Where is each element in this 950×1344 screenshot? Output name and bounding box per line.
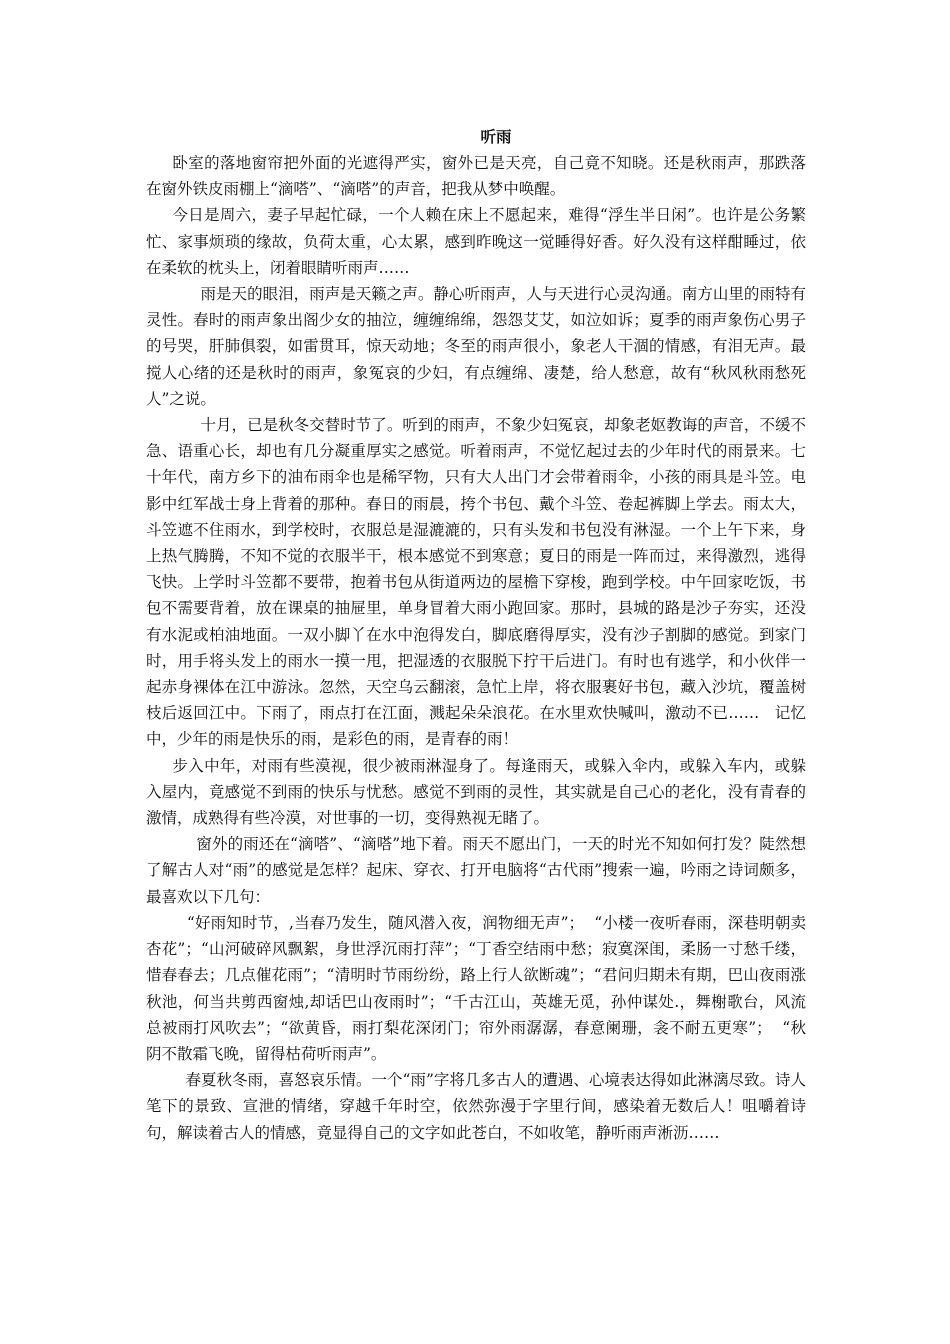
paragraph-7-poems: “好雨知时节，,当春乃发生，随风潜入夜，润物细无声”； “小楼一夜听春雨，深巷明朝卖杏花”；“山河破碎风飘絮，身世浮沉雨打萍”；“丁香空结雨中愁；寂寞深闺，柔肠一寸愁千缕，惜春春去；几点催花雨”；“清明时节雨纷纷，路上行人欲断魂”；“君问归期未有期，巴山夜雨涨秋池，何当共剪西窗烛,却话巴山夜雨时”；“千古江山，英雄无觅，孙仲谋处.，舞榭歌台，风流总被雨打风吹去”；“欲黄昏，雨打梨花深闭门；帘外雨潺潺，春意阑珊，衾不耐五更寒”； “秋阴不散霜飞晚，留得枯荷听雨声”。 <box>146 913 806 1063</box>
paragraph-3: 雨是天的眼泪，雨声是天籁之声。静心听雨声，人与天进行心灵沟通。南方山里的雨特有灵性。春时的雨声象出阁少女的抽泣，缠缠绵绵，怨怨艾艾，如泣如诉；夏季的雨声象伤心男子的号哭，肝肺俱裂，如雷贯耳，惊天动地；冬至的雨声很小，象老人干涸的情感，有泪无声。最搅人心绪的还是秋时的雨声，象冤哀的少妇，有点缠绵、凄楚，给人愁意，故有“秋风秋雨愁死人”之说。 <box>146 285 806 408</box>
paragraph-4: 十月，已是秋冬交替时节了。听到的雨声，不象少妇冤哀，却象老妪教诲的声音，不缓不急、语重心长，却也有几分凝重厚实之感觉。听着雨声，不觉忆起过去的少年时代的雨景来。七十年代，南方乡下的油布雨伞也是稀罕物，只有大人出门才会带着雨伞，小孩的雨具是斗笠。电影中红军战士身上背着的那种。春日的雨晨，挎个书包、戴个斗笠、卷起裤脚上学去。雨太大，斗笠遮不住雨水，到学校时，衣服总是湿漉漉的，只有头发和书包没有淋湿。一个上午下来，身上热气腾腾，不知不觉的衣服半干，根本感觉不到寒意；夏日的雨是一阵而过，来得激烈，逃得飞快。上学时斗笠都不要带，抱着书包从街道两边的屋檐下穿梭，跑到学校。中午回家吃饭，书包不需要背着，放在课桌的抽屉里，单身冒着大雨小跑回家。那时，县城的路是沙子夯实，还没有水泥或柏油地面。一双小脚丫在水中泡得发白，脚底磨得厚实，没有沙子割脚的感觉。到家门时，用手将头发上的雨水一摸一甩，把湿透的衣服脱下拧干后进门。有时也有逃学，和小伙伴一起赤身裸体在江中游泳。忽然，天空乌云翻滚，急忙上岸，将衣服裹好书包，藏入沙坑，覆盖树枝后返回江中。下雨了，雨点打在江面，溅起朵朵浪花。在水里欢快喊叫，激动不已…… 记忆中，少年的雨是快乐的雨，是彩色的雨，是青春的雨！ <box>146 416 806 749</box>
document-body <box>146 124 806 1146</box>
paragraph-2: 今日是周六，妻子早起忙碌，一个人赖在床上不愿起来，难得“浮生半日闲”。也许是公务繁忙、家事烦琐的缘故，负荷太重，心太累，感到昨晚这一觉睡得好香。好久没有这样酣睡过，依在柔软的枕头上，闭着眼睛听雨声…… <box>146 206 806 277</box>
paragraph-5: 步入中年，对雨有些漠视，很少被雨淋湿身了。每逢雨天，或躲入伞内，或躲入车内，或躲入屋内，竟感觉不到雨的快乐与忧愁。感觉不到雨的灵性，其实就是自己心的老化，没有青春的激情，成熟得有些冷漠，对世事的一切，变得熟视无睹了。 <box>146 756 806 828</box>
paragraph-8: 春夏秋冬雨，喜怒哀乐情。一个“雨”字将几多古人的遭遇、心境表达得如此淋漓尽致。诗人笔下的景致、宣泄的情绪，穿越千年时空，依然弥漫于字里行间，感染着无数后人！咀嚼着诗句，解读着古人的情感，竟显得自己的文字如此苍白，不如收笔，静听雨声淅沥…… <box>146 1071 806 1142</box>
document-title: 听雨 <box>480 127 512 146</box>
paragraph-1: 卧室的落地窗帘把外面的光遮得严实，窗外已是天亮，自己竟不知晓。还是秋雨声，那跌落在窗外铁皮雨棚上“滴嗒”、“滴嗒”的声音，把我从梦中唤醒。 <box>146 154 806 199</box>
paragraph-6: 窗外的雨还在“滴嗒”、“滴嗒”地下着。雨天不愿出门，一天的时光不知如何打发？陡然想了解古人对“雨”的感觉是怎样？起床、穿衣、打开电脑将“古代雨”搜索一遍，吟雨之诗词颇多，最喜欢以下几句： <box>146 835 806 906</box>
